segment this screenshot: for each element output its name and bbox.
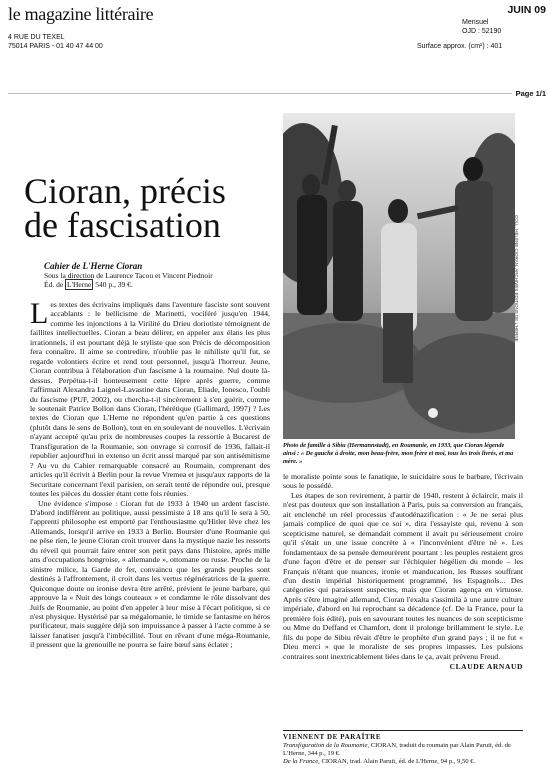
page-indicator: Page 1/1 (512, 89, 546, 98)
family-photo (283, 113, 515, 439)
article-headline (24, 171, 274, 245)
author-signature: CLAUDE ARNAUD (449, 662, 523, 672)
masthead: le magazine littéraire (8, 4, 154, 24)
new-releases-heading: VIENNENT DE PARAÎTRE (283, 733, 382, 741)
paragraph-1 (30, 297, 270, 499)
paragraph-4: Les étapes de son revirement, à partir de 1940, restent à éclaircir, mais il n'est pas douteux que son installation à Paris, puis sa conversion au français, ait enclenché un réel processus d'autodénazification : « Je ne serai plus jamais complice de quoi que ce soi », dira l'essayiste qui, revenu à son scepticisme naturel, se demandait comment il avait pu sérieusement croire qu'il s'était un une issue concrète à « l'inconvénient d'être né ». Les fondamentaux de sa pensée demeurèrent pourtant : les peuples restaient gros d'une façon d'être et de penser sur l'échiquier hégélien du monde – les Français n'étant que nuances, ironie et manducation, les Russes souffrant d'un destin impérial historiquement programmé, les Espagnols... Des catégories qui paraissent suspectes, mais que Cioran agença en virtuose. Après s'être imaginé allemand, Cioran l'exalta s'assimila à une autre culture impériale, d'abord en lui reprochant sa décadence (cf. De la France, pour la première fois édité), puis en savourant toutes les nuances de son scepticisme ou Mme du Deffand et Chamfort, dont il prolonge brillamment le style. Le fils du pope de Sibiu rêvait d'être le prophète d'un grand pays ; il ne fut « Dieu merci » que le moraliste de ses propres impasses. Les pulsions contraires sont inextricablement liées dans le ça, avait prévenu Freud. (283, 490, 523, 661)
book-reference (44, 262, 270, 289)
article-column-right (283, 472, 523, 672)
book-publisher (44, 280, 270, 289)
photo-credit: COLL. HÉLÈNE CIORAN, ARCHIVES ÉDITIONS DE L'HERNE (514, 215, 519, 342)
frequency: Mensuel (462, 19, 489, 26)
surface-approx: Surface approx. (cm²) : 401 (417, 43, 503, 50)
book-pub-suffix: 540 p., 39 €. (93, 280, 133, 289)
book-pub-prefix: Éd. de (44, 280, 66, 289)
herne-label: L'Herne (67, 280, 92, 289)
new-releases-rule (283, 730, 523, 731)
issue-date: JUIN 09 (507, 4, 546, 16)
headline-line-2: de fascisation (24, 205, 221, 245)
book-title: Cahier de L'Herne Cioran (44, 261, 143, 271)
new-release-2-title: De la France, (283, 758, 320, 765)
publication-meta (462, 18, 501, 36)
publisher-address (8, 33, 103, 51)
paragraph-1-text: es textes des écrivains impliqués dans l'aventure fasciste sont souvent accablants : le bellicisme de Marinetti, vociféré jusqu'en 1944, comme les injonctions à la Virilité du Drieu doriotiste témoignent de faillites intellectuelles. Cioran a beau délirer, en appeler aux élans les plus irrationnels, il est pourtant déjà le styliste que son Précis de décomposition fera connaître. Il aime se contredire, n'oublie pas le nihiliste qu'il fut, se regarde volontiers écrire et rend tout personnel, jusqu'à l'horreur. Jeune, Cioran contribua à l'élaboration d'un fascisme à la roumaine. Nul doute là-dessus. Perpétua-t-il honteusement cette lèpre après guerre, comme l'affirmait Alexandra Laignel-Lavastine dans Cioran, Eliade, Ionesco, l'oubli du fascisme (PUF, 2002), ou chercha-t-il sincèrement à s'en guérir, comme le soutenait Patrice Bollon dans Cioran, l'hérétique (Gallimard, 1997) ? Les textes de Cioran que L'Herne ne répondent qu'en partie à ces questions (plutôt dans le sens de Bollon), tout en en soulevant de nouvelles. L'écrivain n'ayant accepté qu'au prix de nombreuses coupes la ressortie à Bucarest de Transfiguration de la Roumanie, son ouvrage si corrosif de 1936, fallait-il republier aujourd'hui in extenso un écrit aussi marqué par son antisémitisme ? Au vu du Cahier remarquable consacré au Roumain, comprenant des articles qu'il écrivit à Berlin pour la revue Vremea et jusqu'aux rapports de la Securitate concernant l'exil parisien, on serait tenté de répondre oui, presque toutes les pièces du dossier étant cette fois réunies. (30, 300, 270, 499)
ojd: OJD : 52190 (462, 28, 502, 35)
book-direction: Sous la direction de Laurence Tacou et Vincent Piednoir (44, 271, 213, 280)
address-line-1: 4 RUE DU TEXEL (8, 34, 65, 41)
new-release-item-2 (283, 758, 528, 766)
paragraph-2: Une évidence s'impose : Cioran fut de 1933 à 1940 un ardent fasciste. D'abord indifférent au politique, aussi pessimiste à 18 ans qu'il le sera à 50, l'apprenti philosophe est emporté par l'enthousiasme qu'Hitler lève chez les Allemands, lorsqu'il arrive en 1933 à Berlin. Boursier d'une Roumanie qui ne pèse rien, le jeune Cioran croit trouver dans la mystique nazie les ressorts du réveil qui pourrait faire entrer son petit pays dans l'histoire, après mille ans d'occupations hongroise, « allemande », ottomane ou russe. Proche de la sinistre milice, la Garde de fer, convaincu que les grands peuples sont destinés à l'affrontement, il croit dans les vertus régénératrices de la guerre. Quiconque doute ou ironise devra être arrêté, prévient le jeune barbare, qui approuve la « Nuit des longs couteaux » et condamne le rôle dissolvant des Juifs de Roumanie, au point d'en appeler à leur mise à l'écart politique, si ce n'est physique. Hystérisé par sa mégalomanie, le timide se fantasme en héros purificateur, mais suggère déjà son impuissance à passer à l'acte comme à se laisser fanatiser jusqu'à l'imbécillité. Tout en rêvant d'une méga-Roumanie, il pressent que la grenouille ne pourra se faire bœuf sans éclater ; (30, 498, 270, 650)
new-release-2-details: CIORAN, trad. Alain Paruit, éd. de L'Herne, 94 p., 9,50 €. (319, 758, 476, 765)
new-release-1-title: Transfiguration de la Roumanie, (283, 742, 370, 749)
new-release-item-1 (283, 742, 528, 758)
paragraph-3: le moraliste pointe sous le fanatique, le suicidaire sous le barbare, l'écrivain sous le possédé. (283, 472, 523, 491)
new-release-1-details: CIORAN, traduit du roumain par Alain Paruit, éd. de L'Herne, 344 p., 19 €. (283, 742, 511, 757)
headline-line-1: Cioran, précis (24, 171, 226, 211)
photo-caption: Photo de famille à Sibiu (Hermannstadt), en Roumanie, en 1933, que Cioran légende ainsi : « De gauche à droite, mon beau-frère, mon frère et moi, tous les trois livrés, et ma mère. » (283, 442, 514, 465)
drop-cap: L (30, 297, 49, 330)
article-column-left (30, 297, 270, 650)
address-line-2: 75014 PARIS - 01 40 47 44 00 (8, 43, 103, 50)
header-rule (8, 93, 546, 94)
family-photo-image (283, 113, 515, 439)
